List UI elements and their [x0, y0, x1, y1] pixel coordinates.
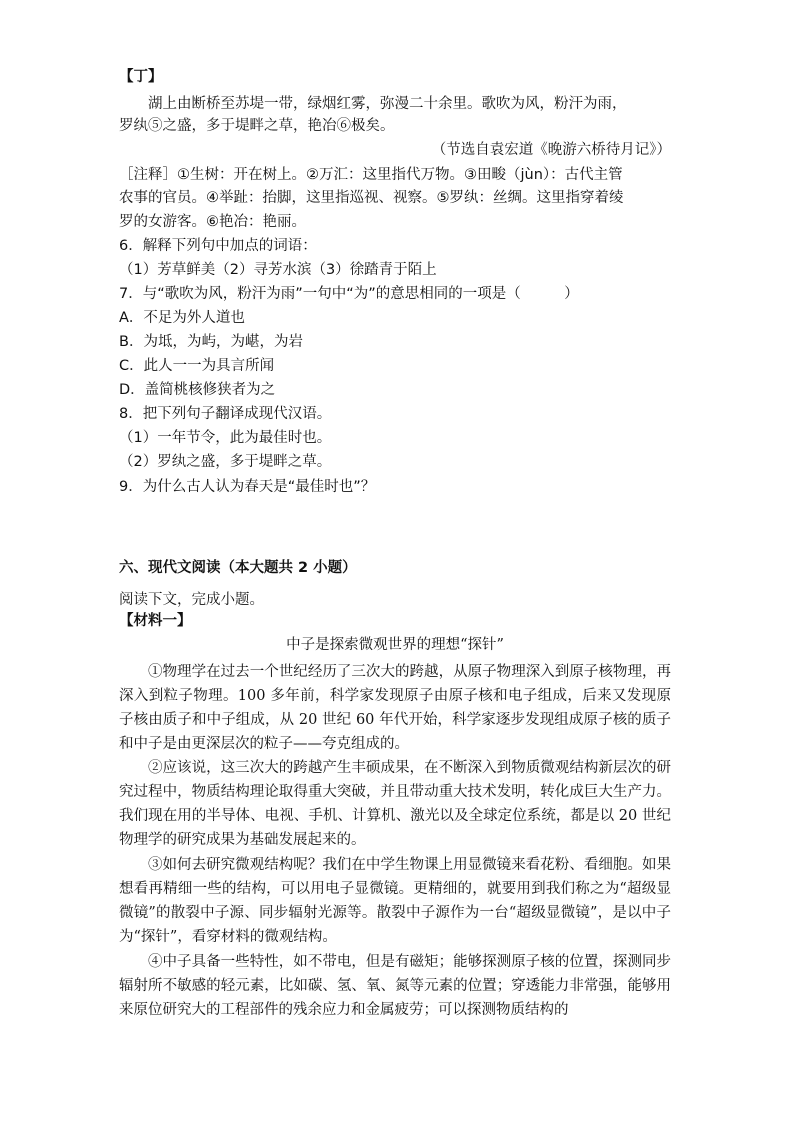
article-title: 中子是探索微观世界的理想“探针” — [286, 637, 504, 653]
question-7-option-b: B．为坻，为屿，为嵁，为岩 — [119, 334, 303, 350]
question-6-items: （1）芳草鲜美（2）寻芳水滨（3）徐踏青于陌上 — [119, 262, 437, 278]
question-7: 7．与“歌吹为风，粉汗为雨”一句中“为”的意思相同的一项是（ ） — [119, 286, 579, 302]
section-ding-heading: 【丁】 — [119, 69, 163, 85]
ding-notes-line-2: 农事的官员。④举趾：抬脚，这里指巡视、视察。⑤罗纨：丝绸。这里指穿着绫 — [119, 190, 624, 206]
ding-passage-line-1: 湖上由断桥至苏堤一带，绿烟红雾，弥漫二十余里。歌吹为风，粉汗为雨， — [148, 96, 627, 112]
ding-source: （节选自袁宏道《晚游六桥待月记》） — [431, 142, 671, 158]
article-paragraph-2: ②应该说，这三次大的跨越产生丰硕成果，在不断深入到物质微观结构新层次的研究过程中，物质结构理论取得重大突破，并且带动重大技术发明，转化成巨大生产力。我们现在用的半导体、电视、手机、计算机、激光以及全球定位系统，都是以 20 世纪物理学的研究成果为基础发展起来的。 — [119, 760, 671, 848]
article-paragraph-4: ④中子具备一些特性，如不带电，但是有磁矩；能够探测原子核的位置，探测同步辐射所不敏感的轻元素，比如碳、氢、氧、氮等元素的位置；穿透能力非常强，能够用来原位研究大的工程部件的残余应力和金属疲劳；可以探测物质结构的 — [119, 954, 671, 1018]
question-9: 9．为什么古人认为春天是“最佳时也”？ — [119, 479, 376, 495]
question-7-option-d: D．盖简桃核修狭者为之 — [119, 382, 276, 398]
question-7-option-c: C．此人一一为具言所闻 — [119, 358, 275, 374]
question-6: 6．解释下列句中加点的词语： — [119, 238, 317, 254]
question-8-item-2: （2）罗纨之盛，多于堤畔之草。 — [119, 454, 332, 470]
question-8: 8．把下列句子翻译成现代汉语。 — [119, 406, 332, 422]
article-paragraph-3: ③如何去研究微观结构呢？我们在中学生物课上用显微镜来看花粉、看细胞。如果想看再精细一些的结构，可以用电子显微镜。更精细的，就要用到我们称之为“超级显微镜”的散裂中子源、同步辐射光源等。散裂中子源作为一台“超级显微镜”，是以中子为“探针”，看穿材料的微观结构。 — [119, 857, 671, 945]
question-7-option-a: A．不足为外人道也 — [119, 310, 245, 326]
ding-passage-line-2: 罗纨⑤之盛，多于堤畔之草，艳冶⑥极矣。 — [119, 118, 395, 134]
ding-notes-line-1: ［注释］①生树：开在树上。②万汇：这里指代万物。③田畯（jùn）：古代主管 — [119, 167, 623, 183]
material-one-label: 【材料一】 — [119, 613, 192, 629]
article-paragraph-1: ①物理学在过去一个世纪经历了三次大的跨越，从原子物理深入到原子核物理，再深入到粒子物理。100 多年前，科学家发现原子由原子核和电子组成，后来又发现原子核由质子和中子组成，从 20 世纪 60 年代开始，科学家逐步发现组成原子核的质子和中子是由更深层次的粒子——夸克组成的。 — [119, 664, 671, 752]
section-6-heading: 六、现代文阅读（本大题共 2 小题） — [119, 560, 357, 576]
ding-notes-line-3: 罗的女游客。⑥艳冶：艳丽。 — [119, 214, 306, 230]
section-6-instruction: 阅读下文，完成小题。 — [119, 592, 264, 608]
question-8-item-1: （1）一年节令，此为最佳时也。 — [119, 430, 332, 446]
